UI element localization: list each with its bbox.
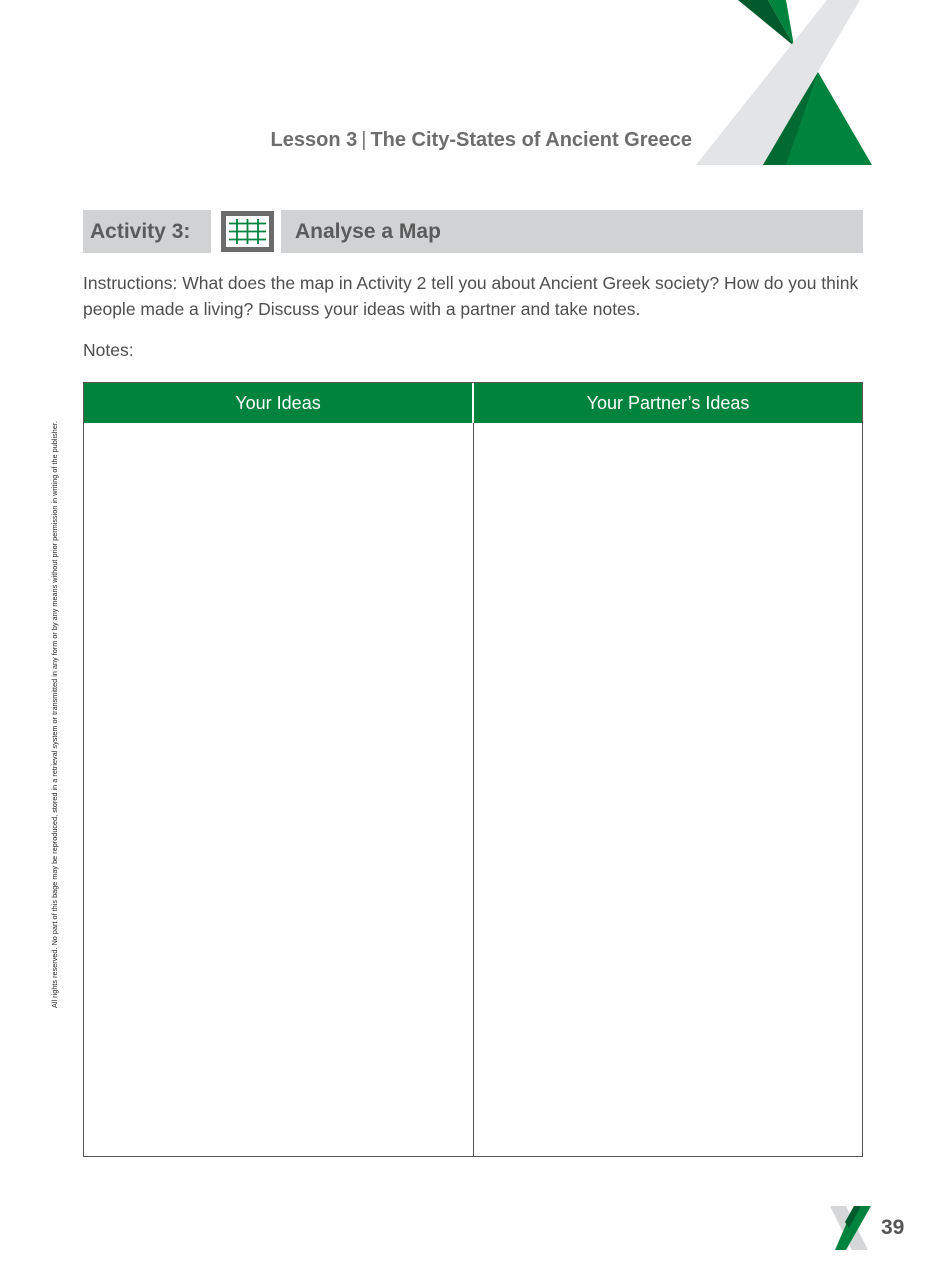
copyright-notice: All rights reserved. No part of this bage may be reproduced, stored in a retrieval system or transmitted in any form or by any means without prior permission in writing of the publisher. <box>50 421 59 1008</box>
column-header-your-ideas: Your Ideas <box>84 383 472 423</box>
lesson-number: Lesson 3 <box>270 129 358 151</box>
column-divider <box>473 423 474 1156</box>
notes-table <box>83 382 863 1157</box>
column-header-partner-ideas: Your Partner’s Ideas <box>472 383 862 423</box>
table-header-row <box>84 383 862 423</box>
activity-label: Activity 3: <box>83 210 211 253</box>
table-grid-icon <box>221 211 274 252</box>
page-number: 39 <box>881 1216 905 1239</box>
lesson-title: The City-States of Ancient Greece <box>370 129 692 151</box>
brand-logo-corner <box>690 0 880 170</box>
notes-label: Notes: <box>83 340 134 360</box>
activity-title: Analyse a Map <box>281 210 863 253</box>
instructions-text: Instructions: What does the map in Activity 2 tell you about Ancient Greek society? How do you think people made a living? Discuss your ideas with a partner and take notes. <box>83 273 859 319</box>
header-separator: | <box>361 129 367 151</box>
lesson-header <box>271 129 692 152</box>
brand-logo-footer <box>828 1204 874 1252</box>
activity-bar <box>83 210 863 253</box>
